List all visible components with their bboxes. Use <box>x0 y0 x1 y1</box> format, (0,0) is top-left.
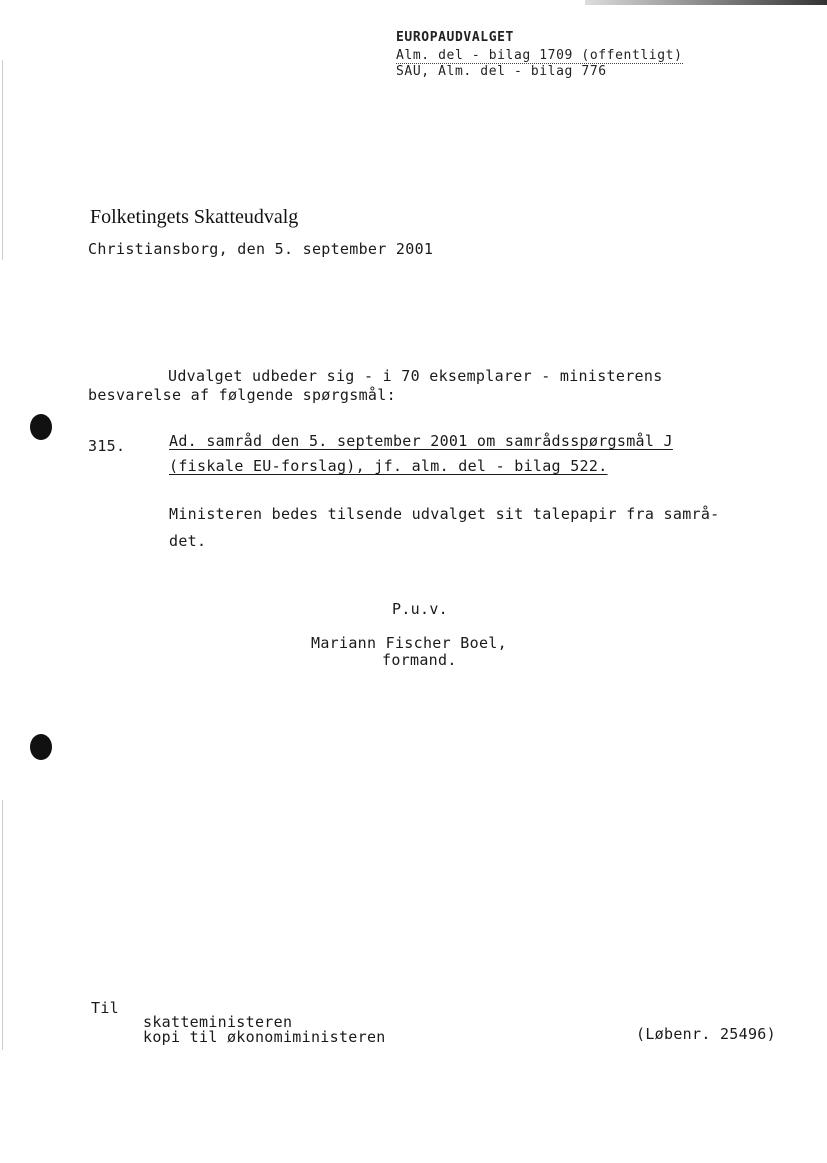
question-subject-line-1: Ad. samråd den 5. september 2001 om samrådsspørgsmål J <box>169 432 673 450</box>
recipient-2: kopi til økonomiministeren <box>143 1028 386 1046</box>
recipients-to: Til <box>91 999 119 1017</box>
reference-number: (Løbenr. 25496) <box>636 1025 776 1043</box>
punch-hole <box>30 414 52 440</box>
place-date: Christiansborg, den 5. september 2001 <box>88 240 434 258</box>
intro-line-1: Udvalget udbeder sig - i 70 eksemplarer - ministerens <box>168 367 663 385</box>
scan-edge-mark <box>585 0 827 5</box>
stamp-committee: EUROPAUDVALGET <box>396 30 514 45</box>
question-body-line-1: Ministeren bedes tilsende udvalget sit talepapir fra samrå- <box>169 505 720 523</box>
question-subject-line-2: (fiskale EU-forslag), jf. alm. del - bilag 522. <box>169 457 608 475</box>
scan-edge-line <box>2 800 3 1050</box>
signature-name: Mariann Fischer Boel, <box>311 634 507 652</box>
scan-edge-line <box>2 60 3 260</box>
stamp-line-1: Alm. del - bilag 1709 (offentligt) <box>396 48 683 63</box>
committee-title: Folketingets Skatteudvalg <box>90 206 299 228</box>
signature-puv: P.u.v. <box>392 600 448 618</box>
recipient-1: skatteministeren <box>143 1013 293 1031</box>
stamp-line-2: SAU, Alm. del - bilag 776 <box>396 64 607 79</box>
question-number: 315. <box>88 437 126 455</box>
punch-hole <box>30 734 52 760</box>
signature-title: formand. <box>382 651 457 669</box>
intro-line-2: besvarelse af følgende spørgsmål: <box>88 386 396 404</box>
question-body-line-2: det. <box>169 532 207 550</box>
